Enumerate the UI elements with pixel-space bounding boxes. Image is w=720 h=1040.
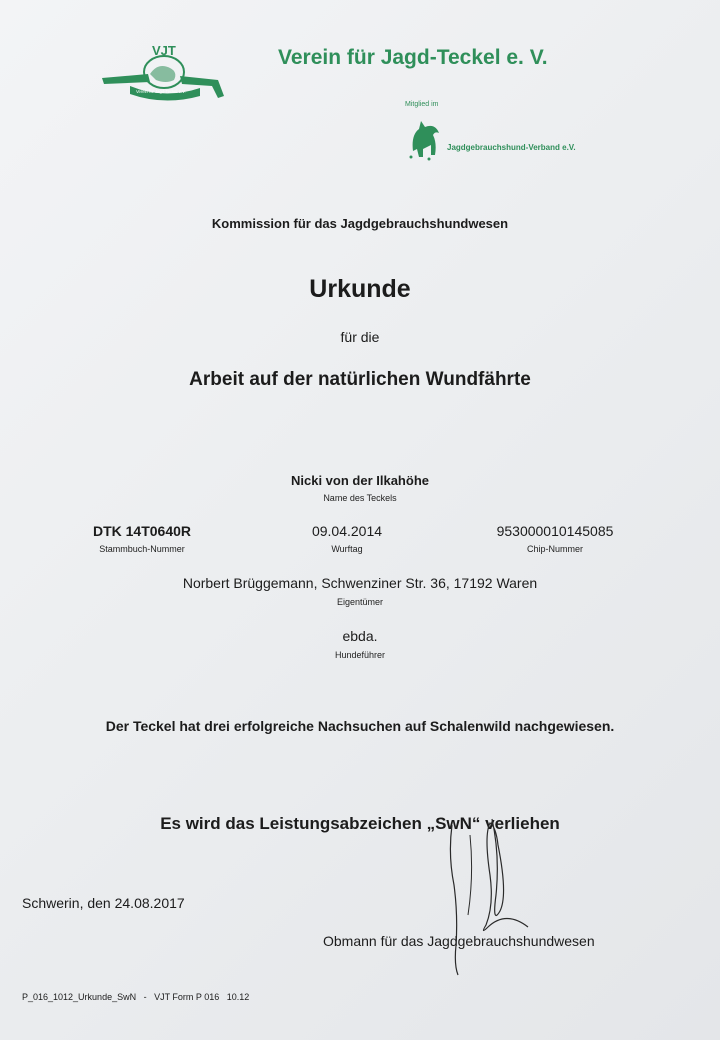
owner-value: Norbert Brüggemann, Schwenziner Str. 36, 17192 Waren [182,575,538,591]
certificate-title: Urkunde [309,275,411,303]
studbook-number: DTK 14T0640R [92,523,192,539]
award-statement: Es wird das Leistungsabzeichen „SwN“ verliehen [160,814,560,833]
for-the-text: für die [340,329,380,345]
studbook-number-label: Stammbuch-Nummer [99,544,185,554]
vjt-logo [100,40,228,102]
birth-date: 09.04.2014 [311,523,383,539]
jgv-dog-logo [405,115,443,163]
handler-value: ebda. [342,628,378,644]
form-footer: P_016_1012_Urkunde_SwN - VJT Form P 016 10.12 [22,992,250,1002]
birth-date-label: Wurftag [331,544,363,554]
achievement-statement: Der Teckel hat drei erfolgreiche Nachsuchen auf Schalenwild nachgewiesen. [105,718,615,734]
dog-name: Nicki von der Ilkahöhe [291,473,429,488]
place-date: Schwerin, den 24.08.2017 [22,895,185,911]
commission-heading: Kommission für das Jagdgebrauchshundwesen [211,216,509,231]
signature-role: Obmann für das Jagdgebrauchshundwesen [323,933,595,949]
owner-label: Eigentümer [336,597,384,607]
member-label: Mitglied im [405,101,439,108]
vjt-logo-banner: Verein für Jagd-Teckel e.V. [136,89,186,94]
dog-name-label: Name des Teckels [323,493,397,503]
association-name: Jagdgebrauchshund-Verband e.V. [447,143,576,152]
signature [440,815,550,980]
handler-label: Hundeführer [334,650,386,660]
chip-number: 953000010145085 [496,523,614,539]
club-name: Verein für Jagd-Teckel e. V. [278,46,548,69]
certificate-subject: Arbeit auf der natürlichen Wundfährte [189,369,531,390]
vjt-logo-text: VJT [152,43,176,58]
chip-number-label: Chip-Nummer [526,544,583,554]
